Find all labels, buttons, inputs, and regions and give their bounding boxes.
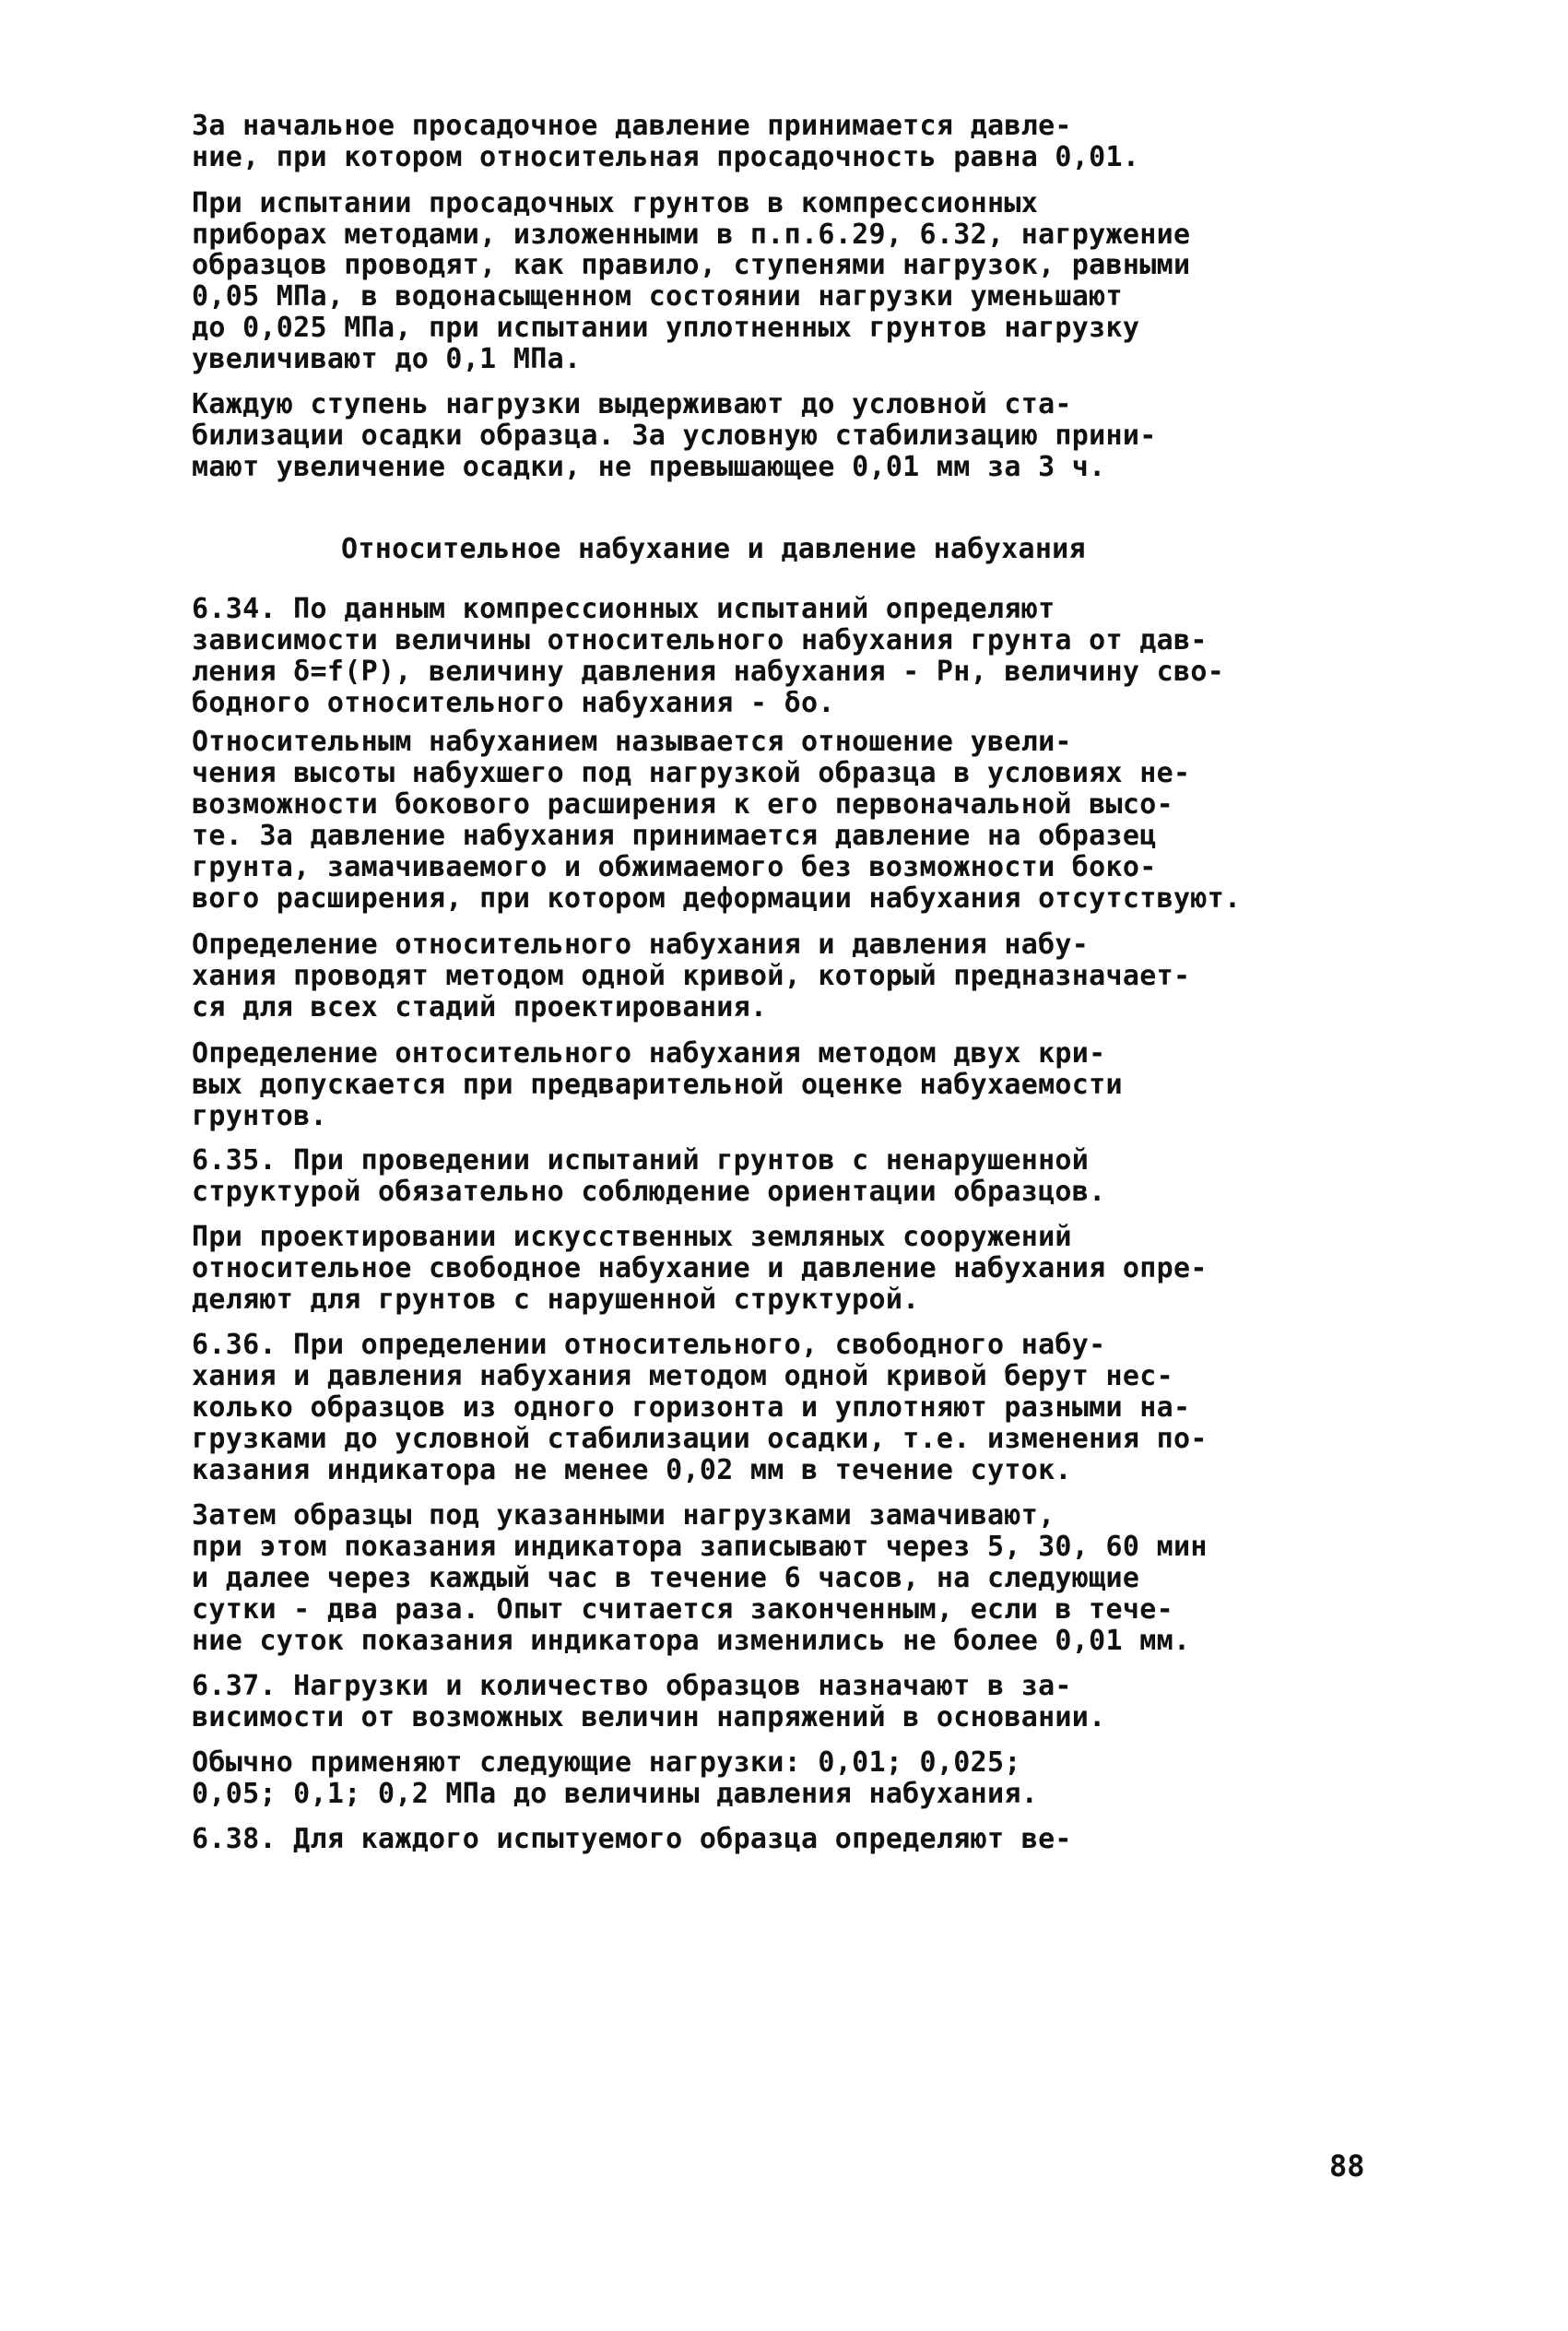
text-line: вых допускается при предварительной оценке набухаемости (192, 1069, 1123, 1101)
page-number: 88 (1329, 2148, 1365, 2183)
text-line: Относительным набуханием называется отношение увели- (192, 726, 1072, 758)
text-line: грунтов. (192, 1100, 327, 1132)
text-line: ние суток показания индикатора изменились не более 0,01 мм. (192, 1625, 1191, 1657)
text-line: висимости от возможных величин напряжений в основании. (192, 1701, 1106, 1733)
text-line: до 0,025 МПа, при испытании уплотненных грунтов нагрузку (192, 312, 1140, 344)
text-line: вого расширения, при котором деформации набухания отсутствуют. (192, 882, 1242, 915)
text-line: хания и давления набухания методом одной кривой берут нес- (192, 1360, 1173, 1392)
text-line: 0,05; 0,1; 0,2 МПа до величины давления набухания. (192, 1778, 1039, 1810)
text-line: билизации осадки образца. За условную стабилизацию прини- (192, 420, 1157, 452)
text-line: грунта, замачиваемого и обжимаемого без возможности боко- (192, 851, 1157, 883)
text-line: При проектировании искусственных земляных сооружений (192, 1221, 1072, 1253)
text-line: зависимости величины относительного набухания грунта от дав- (192, 624, 1208, 657)
text-line: Определение онтосительного набухания методом двух кри- (192, 1037, 1106, 1070)
section-heading: Относительное набухание и давление набухания (341, 533, 1086, 565)
text-line: образцов проводят, как правило, ступенями нагрузок, равными (192, 249, 1191, 281)
text-line: и далее через каждый час в течение 6 часов, на следующие (192, 1562, 1140, 1594)
text-line: мают увеличение осадки, не превышающее 0,01 мм за 3 ч. (192, 451, 1106, 483)
text-line: казания индикатора не менее 0,02 мм в течение суток. (192, 1454, 1072, 1486)
text-line: сутки - два раза. Опыт считается законченным, если в тече- (192, 1593, 1173, 1626)
text-line: ления δ=f(P), величину давления набухания - Pн, величину сво- (192, 656, 1225, 688)
text-line: За начальное просадочное давление принимается давле- (192, 110, 1072, 142)
text-line: грузками до условной стабилизации осадки, т.е. изменения по- (192, 1423, 1208, 1455)
text-line: 6.37. Нагрузки и количество образцов назначают в за- (192, 1670, 1072, 1702)
text-line: приборах методами, изложенными в п.п.6.29, 6.32, нагружение (192, 219, 1191, 251)
text-line: увеличивают до 0,1 МПа. (192, 343, 582, 375)
text-line: бодного относительного набухания - δo. (192, 687, 835, 719)
text-line: при этом показания индикатора записывают через 5, 30, 60 мин (192, 1531, 1208, 1563)
text-line: деляют для грунтов с нарушенной структурой. (192, 1284, 920, 1316)
text-line: Определение относительного набухания и давления набу- (192, 929, 1090, 961)
text-line: возможности бокового расширения к его первоначальной высо- (192, 788, 1173, 821)
text-line: Каждую ступень нагрузки выдерживают до условной ста- (192, 388, 1072, 420)
text-line: те. За давление набухания принимается давление на образец (192, 820, 1157, 852)
text-line: колько образцов из одного горизонта и уплотняют разными на- (192, 1391, 1191, 1424)
text-line: 6.35. При проведении испытаний грунтов с ненарушенной (192, 1144, 1090, 1177)
text-line: Обычно применяют следующие нагрузки: 0,01; 0,025; (192, 1746, 1021, 1779)
text-line: чения высоты набухшего под нагрузкой образца в условиях не- (192, 757, 1191, 789)
text-line: ся для всех стадий проектирования. (192, 991, 768, 1024)
text-line: При испытании просадочных грунтов в компрессионных (192, 187, 1039, 219)
text-line: хания проводят методом одной кривой, который предназначает- (192, 960, 1191, 992)
text-line: структурой обязательно соблюдение ориентации образцов. (192, 1176, 1106, 1208)
text-line: относительное свободное набухание и давление набухания опре- (192, 1252, 1208, 1284)
text-line: 6.38. Для каждого испытуемого образца определяют ве- (192, 1823, 1072, 1855)
text-line: ние, при котором относительная просадочность равна 0,01. (192, 141, 1140, 173)
text-line: 0,05 МПа, в водонасыщенном состоянии нагрузки уменьшают (192, 280, 1123, 313)
text-line: 6.34. По данным компрессионных испытаний определяют (192, 593, 1055, 625)
text-line: Затем образцы под указанными нагрузками замачивают, (192, 1499, 1055, 1532)
text-line: 6.36. При определении относительного, свободного набу- (192, 1329, 1106, 1361)
